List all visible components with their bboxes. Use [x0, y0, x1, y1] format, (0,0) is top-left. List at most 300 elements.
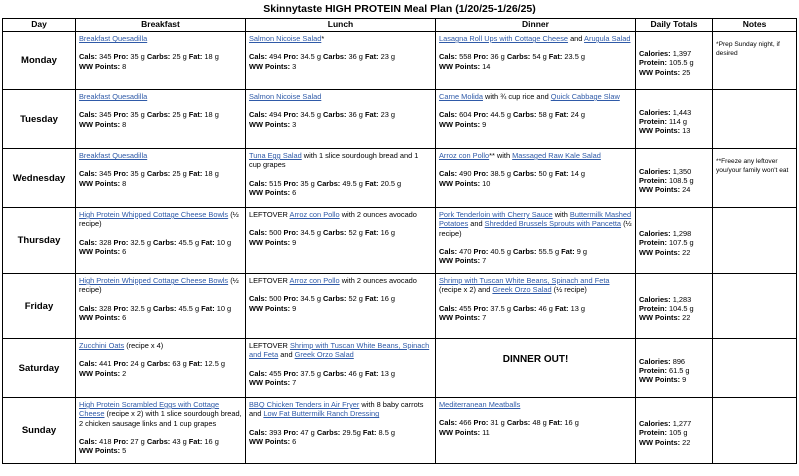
nutrition-line — [79, 169, 242, 178]
total-calories-label: Calories: — [639, 419, 671, 429]
cals-value: 393 — [269, 427, 282, 437]
nutrition-line — [439, 418, 632, 427]
carbs-label: Carbs: — [323, 52, 347, 62]
fat-value: 10 g — [216, 303, 232, 313]
spacer — [249, 419, 432, 428]
carbs-label: Carbs: — [153, 237, 177, 247]
breakfast-cell — [76, 90, 246, 149]
dinner-description — [439, 210, 632, 238]
breakfast-cell — [76, 32, 246, 90]
ww-label: WW Points: — [249, 119, 291, 129]
spacer — [79, 229, 242, 238]
cals-value: 455 — [269, 368, 282, 378]
pro-value: 37.5 g — [300, 368, 321, 378]
pro-label: Pro: — [113, 169, 129, 179]
pro-label: Pro: — [113, 110, 129, 120]
carbs-value: 55.5 g — [538, 246, 560, 256]
fat-value: 12.5 g — [204, 359, 225, 369]
ww-points-line — [79, 62, 242, 71]
meal-note-text: with 2 ounces avocado — [339, 210, 417, 219]
fat-value: 24 g — [570, 110, 585, 120]
carbs-label: Carbs: — [323, 368, 347, 378]
cals-value: 515 — [269, 178, 282, 188]
pro-value: 32.5 g — [130, 303, 151, 313]
total-protein-label: Protein: — [639, 238, 667, 248]
meal-note-text: (½ recipe) — [439, 219, 632, 238]
dinner-cell — [436, 90, 636, 149]
total-protein-line — [639, 176, 709, 185]
cals-value: 345 — [99, 110, 112, 120]
ww-points-line — [79, 313, 242, 322]
meal-note-text: (recipe x 2) and — [439, 285, 493, 295]
carbs-value: 50 g — [538, 169, 553, 179]
lunch-cell — [246, 32, 436, 90]
cals-value: 418 — [99, 436, 112, 446]
total-protein-line — [639, 58, 709, 67]
ww-value: 9 — [292, 237, 297, 247]
recipe-link[interactable]: Massaged Raw Kale Salad — [512, 151, 601, 160]
recipe-link[interactable]: Salmon Nicoise Salad — [249, 34, 322, 43]
ww-label: WW Points: — [79, 446, 121, 456]
carbs-label: Carbs: — [506, 52, 531, 62]
cals-value: 328 — [99, 303, 112, 313]
cals-value: 558 — [459, 52, 472, 62]
ww-value: 8 — [122, 61, 127, 71]
fat-value: 18 g — [204, 110, 219, 120]
total-protein-value: 105.5 g — [668, 58, 694, 68]
carbs-value: 29.5g — [342, 427, 361, 437]
carbs-label: Carbs: — [146, 436, 171, 446]
ww-points-line — [439, 313, 632, 322]
spacer — [79, 160, 242, 169]
header-row — [3, 19, 797, 32]
recipe-link[interactable]: Shrimp with Tuscan White Beans, Spinach and Feta — [249, 341, 430, 360]
ww-label: WW Points: — [79, 178, 121, 188]
ww-value: 7 — [292, 377, 297, 387]
meal-note-text: with ¾ cup rice and — [482, 92, 551, 101]
total-calories-value: 1,443 — [672, 107, 692, 117]
day-name: Monday — [3, 32, 76, 90]
pro-label: Pro: — [473, 52, 489, 62]
pro-value: 31 g — [490, 418, 505, 428]
dinner-cell — [436, 274, 636, 339]
nutrition-line — [439, 110, 632, 119]
pro-value: 44.5 g — [490, 110, 511, 120]
total-ww-value: 13 — [682, 126, 691, 136]
pro-value: 24 g — [130, 359, 145, 369]
recipe-link[interactable]: Tuna Egg Salad — [249, 151, 302, 160]
total-protein-label: Protein: — [639, 116, 667, 126]
total-calories-value: 1,277 — [672, 419, 692, 429]
breakfast-cell — [76, 339, 246, 398]
day-row-thursday — [3, 208, 797, 274]
recipe-link[interactable]: Breakfast Quesadilla — [79, 151, 148, 160]
recipe-link[interactable]: Arugula Salad — [584, 34, 631, 43]
total-ww-label: WW Points: — [639, 185, 681, 195]
fat-label: Fat: — [364, 178, 379, 188]
dinner-cell — [436, 398, 636, 464]
recipe-link[interactable]: Buttermilk Mashed Potatoes — [439, 210, 632, 229]
fat-label: Fat: — [188, 359, 203, 369]
carbs-label: Carbs: — [146, 169, 171, 179]
spacer — [439, 43, 632, 52]
cals-label: Cals: — [249, 52, 268, 62]
breakfast-description — [79, 210, 242, 229]
dinner-description — [439, 151, 632, 160]
day-row-friday — [3, 274, 797, 339]
total-ww-line — [639, 313, 709, 322]
total-calories-value: 1,298 — [672, 229, 692, 239]
day-name: Friday — [3, 274, 76, 339]
total-calories-line — [639, 167, 709, 176]
lunch-description — [249, 210, 432, 219]
nutrition-line — [249, 110, 432, 119]
total-ww-label: WW Points: — [639, 67, 681, 77]
ww-value: 6 — [122, 246, 127, 256]
fat-label: Fat: — [188, 110, 203, 120]
pro-label: Pro: — [283, 110, 299, 120]
pro-label: Pro: — [473, 110, 489, 120]
spacer — [249, 101, 432, 110]
recipe-link[interactable]: Shrimp with Tuscan White Beans, Spinach and Feta — [439, 276, 610, 285]
cals-label: Cals: — [79, 169, 98, 179]
lunch-cell — [246, 339, 436, 398]
pro-value: 34.5 g — [300, 294, 321, 304]
total-calories-label: Calories: — [639, 166, 671, 176]
fat-value: 9 g — [576, 246, 588, 256]
total-protein-label: Protein: — [639, 58, 667, 68]
cals-value: 500 — [269, 294, 282, 304]
header-day: Day — [3, 19, 76, 32]
cals-value: 490 — [459, 169, 472, 179]
total-ww-value: 22 — [682, 313, 691, 323]
carbs-value: 63 g — [172, 359, 187, 369]
total-calories-line — [639, 49, 709, 58]
cals-label: Cals: — [249, 228, 268, 238]
recipe-link[interactable]: Pork Tenderloin with Cherry Sauce — [439, 210, 553, 219]
ww-points-line — [439, 428, 632, 437]
cals-value: 345 — [99, 52, 112, 62]
ww-value: 3 — [292, 119, 297, 129]
carbs-value: 49.5 g — [342, 178, 363, 188]
nutrition-line — [439, 169, 632, 178]
breakfast-description — [79, 341, 242, 350]
recipe-link[interactable]: High Protein Whipped Cottage Cheese Bowls — [79, 210, 229, 219]
ww-points-line — [439, 256, 632, 265]
daily-totals-cell — [636, 149, 713, 208]
recipe-link[interactable]: BBQ Chicken Tenders in Air Fryer — [249, 400, 360, 409]
cals-value: 494 — [269, 52, 282, 62]
nutrition-line — [439, 304, 632, 313]
pro-label: Pro: — [473, 246, 489, 256]
carbs-value: 25 g — [172, 169, 187, 179]
total-calories-line — [639, 295, 709, 304]
ww-value: 7 — [482, 256, 487, 266]
carbs-label: Carbs: — [323, 228, 347, 238]
cals-value: 345 — [99, 169, 112, 179]
total-protein-value: 114 g — [668, 116, 687, 126]
day-name: Wednesday — [3, 149, 76, 208]
pro-value: 34.5 g — [300, 228, 321, 238]
total-ww-line — [639, 375, 709, 384]
recipe-link[interactable]: Zucchini Oats — [79, 341, 125, 350]
fat-label: Fat: — [188, 169, 203, 179]
carbs-label: Carbs: — [323, 110, 347, 120]
page-title: Skinnytaste HIGH PROTEIN Meal Plan (1/20/25-1/26/25) — [263, 3, 536, 15]
pro-value: 27 g — [130, 436, 145, 446]
daily-totals-cell — [636, 398, 713, 464]
daily-totals-cell — [636, 274, 713, 339]
total-protein-line — [639, 428, 709, 437]
daily-totals-cell — [636, 208, 713, 274]
pro-label: Pro: — [283, 52, 299, 62]
recipe-link[interactable]: Greek Orzo Salad — [294, 350, 354, 360]
ww-value: 2 — [122, 368, 127, 378]
spacer — [439, 160, 632, 169]
nutrition-line — [79, 304, 242, 313]
recipe-link[interactable]: Salmon Nicoise Salad — [249, 92, 322, 101]
recipe-link[interactable]: High Protein Whipped Cottage Cheese Bowls — [79, 276, 229, 285]
meal-note-text: with 1 slice sourdough bread and 1 cup grapes — [249, 151, 419, 170]
fat-label: Fat: — [554, 169, 569, 179]
day-name: Sunday — [3, 398, 76, 464]
ww-label: WW Points: — [249, 436, 291, 446]
nutrition-line — [249, 228, 432, 237]
carbs-value: 45.5 g — [178, 303, 200, 313]
nutrition-line — [79, 359, 242, 368]
ww-label: WW Points: — [79, 368, 121, 378]
lunch-cell — [246, 149, 436, 208]
meal-note-text: with — [552, 210, 570, 219]
carbs-value: 45.5 g — [178, 237, 200, 247]
spacer — [79, 43, 242, 52]
ww-label: WW Points: — [439, 119, 481, 129]
spacer — [439, 409, 632, 418]
ww-points-line — [249, 238, 432, 247]
cals-value: 604 — [459, 110, 472, 120]
ww-value: 6 — [122, 312, 127, 322]
carbs-label: Carbs: — [513, 246, 537, 256]
ww-label: WW Points: — [79, 246, 121, 256]
header-breakfast: Breakfast — [76, 19, 246, 32]
fat-label: Fat: — [201, 237, 215, 247]
total-calories-line — [639, 108, 709, 117]
cals-label: Cals: — [79, 303, 98, 313]
day-name: Tuesday — [3, 90, 76, 149]
pro-value: 32.5 g — [130, 237, 151, 247]
ww-label: WW Points: — [439, 312, 481, 322]
recipe-link[interactable]: Carne Molida — [439, 92, 483, 101]
ww-points-line — [79, 179, 242, 188]
recipe-link[interactable]: High Protein Scrambled Eggs with Cottage Cheese — [79, 400, 220, 419]
pro-value: 37.5 g — [490, 303, 511, 313]
total-ww-label: WW Points: — [639, 313, 681, 323]
carbs-label: Carbs: — [513, 303, 537, 313]
total-protein-value: 61.5 g — [668, 365, 690, 375]
recipe-link[interactable]: Arroz con Pollo — [289, 276, 340, 285]
total-protein-value: 104.5 g — [668, 303, 694, 313]
cals-label: Cals: — [439, 110, 458, 120]
ww-points-line — [79, 120, 242, 129]
carbs-label: Carbs: — [513, 169, 537, 179]
nutrition-line — [249, 428, 432, 437]
ww-label: WW Points: — [79, 312, 121, 322]
recipe-link[interactable]: Breakfast Quesadilla — [79, 92, 148, 101]
pro-value: 34.5 g — [300, 52, 321, 62]
nutrition-line — [79, 52, 242, 61]
ww-label: WW Points: — [249, 61, 291, 71]
nutrition-line — [79, 110, 242, 119]
fat-value: 16 g — [564, 418, 579, 428]
pro-value: 38.5 g — [490, 169, 511, 179]
total-calories-line — [639, 357, 709, 366]
cals-label: Cals: — [79, 110, 98, 120]
notes-cell — [713, 90, 797, 149]
breakfast-description — [79, 151, 242, 160]
pro-label: Pro: — [113, 237, 129, 247]
cals-label: Cals: — [439, 246, 458, 256]
header-dinner: Dinner — [436, 19, 636, 32]
ww-value: 9 — [482, 119, 487, 129]
ww-value: 10 — [482, 178, 491, 188]
fat-value: 16 g — [380, 294, 395, 304]
ww-label: WW Points: — [79, 61, 121, 71]
pro-value: 34.5 g — [300, 110, 321, 120]
nutrition-line — [439, 52, 632, 61]
spacer — [249, 360, 432, 369]
pro-label: Pro: — [473, 169, 489, 179]
lunch-description — [249, 151, 432, 170]
pro-label: Pro: — [283, 294, 299, 304]
ww-value: 6 — [292, 187, 297, 197]
pro-label: Pro: — [283, 427, 299, 437]
ww-points-line — [439, 120, 632, 129]
spacer — [79, 350, 242, 359]
recipe-link[interactable]: Arroz con Pollo — [289, 210, 340, 219]
fat-label: Fat: — [362, 427, 377, 437]
spacer — [249, 219, 432, 228]
ww-points-line — [79, 446, 242, 455]
cals-label: Cals: — [79, 52, 98, 62]
pro-label: Pro: — [113, 303, 129, 313]
total-ww-label: WW Points: — [639, 375, 681, 385]
fat-value: 20.5 g — [380, 178, 402, 188]
carbs-value: 43 g — [172, 436, 187, 446]
total-protein-label: Protein: — [639, 175, 667, 185]
meal-note-text: with 2 ounces avocado — [339, 276, 417, 285]
cals-value: 494 — [269, 110, 282, 120]
recipe-link[interactable]: Low Fat Buttermilk Ranch Dressing — [263, 409, 380, 419]
pro-label: Pro: — [113, 359, 129, 369]
lunch-cell — [246, 90, 436, 149]
fat-label: Fat: — [548, 418, 563, 428]
carbs-value: 48 g — [532, 418, 547, 428]
carbs-value: 52 g — [348, 228, 363, 238]
day-row-monday — [3, 32, 797, 90]
ww-label: WW Points: — [439, 427, 481, 437]
total-calories-label: Calories: — [639, 356, 671, 366]
carbs-value: 46 g — [348, 368, 363, 378]
total-protein-value: 105 g — [668, 428, 688, 438]
carbs-label: Carbs: — [146, 52, 171, 62]
breakfast-description — [79, 34, 242, 43]
fat-value: 13 g — [570, 303, 585, 313]
total-ww-line — [639, 438, 709, 447]
total-protein-line — [639, 304, 709, 313]
lunch-description — [249, 92, 432, 101]
day-row-wednesday — [3, 149, 797, 208]
header-daily-totals: Daily Totals — [636, 19, 713, 32]
carbs-label: Carbs: — [506, 418, 531, 428]
ww-points-line — [249, 378, 432, 387]
notes-cell — [713, 339, 797, 398]
recipe-link[interactable]: Mediterranean Meatballs — [439, 400, 521, 409]
recipe-link[interactable]: Breakfast Quesadilla — [79, 34, 148, 43]
fat-value: 18 g — [204, 169, 219, 179]
meal-note-text: with 8 baby carrots and — [249, 400, 424, 419]
breakfast-cell — [76, 208, 246, 274]
lunch-description — [249, 34, 432, 43]
fat-value: 8.5 g — [378, 427, 395, 437]
meal-note-text: ** with — [489, 151, 513, 160]
total-ww-line — [639, 248, 709, 257]
cals-value: 441 — [99, 359, 112, 369]
recipe-link[interactable]: Arroz con Pollo — [439, 151, 490, 160]
fat-label: Fat: — [548, 52, 563, 62]
cals-label: Cals: — [249, 368, 268, 378]
total-ww-value: 24 — [682, 185, 691, 195]
spacer — [249, 285, 432, 294]
breakfast-description — [79, 276, 242, 295]
meal-note-text: LEFTOVER — [249, 210, 290, 219]
recipe-link[interactable]: Quick Cabbage Slaw — [550, 92, 620, 101]
carbs-label: Carbs: — [153, 303, 177, 313]
ww-points-line — [249, 62, 432, 71]
total-protein-value: 107.5 g — [668, 238, 694, 248]
total-ww-value: 25 — [682, 67, 691, 77]
pro-value: 35 g — [130, 110, 145, 120]
ww-label: WW Points: — [439, 178, 481, 188]
pro-value: 35 g — [130, 169, 145, 179]
ww-points-line — [249, 304, 432, 313]
cals-label: Cals: — [439, 52, 458, 62]
cals-label: Cals: — [249, 294, 268, 304]
ww-value: 8 — [122, 178, 127, 188]
ww-label: WW Points: — [249, 303, 291, 313]
day-row-sunday — [3, 398, 797, 464]
daily-totals-cell — [636, 32, 713, 90]
lunch-cell — [246, 398, 436, 464]
day-row-tuesday — [3, 90, 797, 149]
fat-label: Fat: — [364, 368, 379, 378]
total-protein-line — [639, 117, 709, 126]
carbs-value: 25 g — [172, 52, 187, 62]
ww-value: 9 — [292, 303, 297, 313]
ww-label: WW Points: — [79, 119, 121, 129]
fat-label: Fat: — [554, 303, 569, 313]
recipe-link[interactable]: Greek Orzo Salad — [492, 285, 552, 295]
recipe-link[interactable]: Lasagna Roll Ups with Cottage Cheese — [439, 34, 569, 43]
recipe-link[interactable]: Shredded Brussels Sprouts with Pancetta — [484, 219, 622, 229]
pro-label: Pro: — [113, 436, 129, 446]
ww-value: 8 — [122, 119, 127, 129]
nutrition-line — [249, 369, 432, 378]
carbs-value: 25 g — [172, 110, 187, 120]
pro-value: 40.5 g — [490, 246, 511, 256]
fat-label: Fat: — [201, 303, 215, 313]
carbs-label: Carbs: — [316, 427, 341, 437]
total-calories-line — [639, 229, 709, 238]
